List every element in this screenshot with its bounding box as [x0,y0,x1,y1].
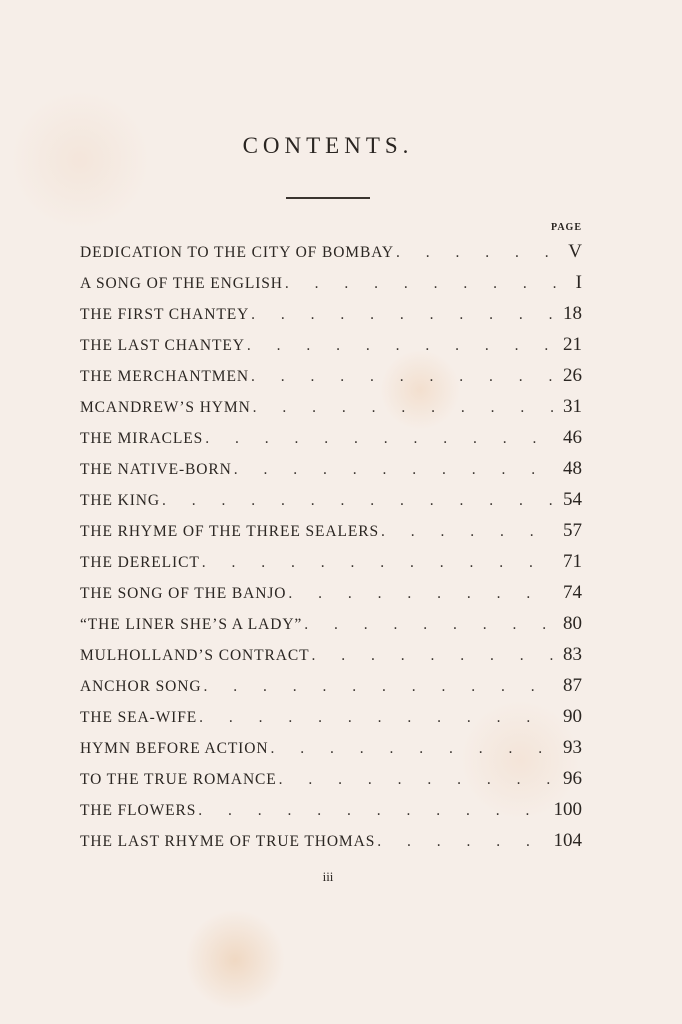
entry-page: 57 [563,520,582,541]
entry-page: 26 [563,365,582,386]
entry-title: DEDICATION TO THE CITY OF BOMBAY [80,244,394,261]
page-title: CONTENTS. [242,133,414,158]
contents-entry [80,241,582,272]
entry-page: V [568,241,582,262]
entry-page: 83 [563,644,582,665]
contents-entry [80,830,582,861]
entry-page: 74 [563,582,582,603]
entry-page: 71 [563,551,582,572]
dot-leader [251,368,556,386]
entry-title: THE SEA-WIFE [80,709,198,726]
contents-entry [80,396,582,427]
dot-leader [377,833,549,851]
contents-entry [80,768,582,799]
dot-leader [247,337,556,355]
contents-entry [80,799,582,830]
entry-page: 18 [563,303,582,324]
contents-entry [80,520,582,551]
dot-leader [304,616,556,634]
contents-entry [80,675,582,706]
dot-leader [279,771,556,789]
dot-leader [311,647,556,665]
contents-entry [80,489,582,520]
entry-title: THE NATIVE-BORN [80,461,232,478]
entry-page: 90 [563,706,582,727]
entry-title: THE MIRACLES [80,430,204,447]
entry-page: 93 [563,737,582,758]
contents-entry [80,737,582,768]
dot-leader [203,678,556,696]
entry-page: 100 [553,799,582,820]
dot-leader [202,554,556,572]
dot-leader [288,585,556,603]
dot-leader [270,740,556,758]
contents-entry [80,303,582,334]
entry-title: MULHOLLAND’S CONTRACT [80,647,310,664]
contents-entry [80,706,582,737]
entry-title: THE KING [80,492,160,509]
entry-page: 48 [563,458,582,479]
contents-entry [80,644,582,675]
dot-leader [205,430,556,448]
title-rule [286,197,370,199]
entry-page: 80 [563,613,582,634]
contents-entry [80,365,582,396]
contents-entry [80,334,582,365]
contents-entry [80,272,582,303]
dot-leader [381,523,556,541]
entry-title: THE MERCHANTMEN [80,368,249,385]
dot-leader [285,275,556,293]
entry-page: 54 [563,489,582,510]
contents-entry [80,427,582,458]
dot-leader [234,461,556,479]
contents-entry [80,582,582,613]
dot-leader [251,306,556,324]
dot-leader [198,802,549,820]
entry-title: “THE LINER SHE’S A LADY” [80,616,303,633]
entry-title: ANCHOR SONG [80,678,202,695]
page-number: iii [322,869,334,884]
entry-title: THE FLOWERS [80,802,197,819]
entry-title: THE LAST CHANTEY [80,337,245,354]
contents-entry [80,551,582,582]
entry-title: TO THE TRUE ROMANCE [80,771,277,788]
entry-page: 96 [563,768,582,789]
entry-page: 46 [563,427,582,448]
entry-page: 104 [553,830,582,851]
entry-title: THE DERELICT [80,554,200,571]
entry-page: 21 [563,334,582,355]
entry-page: I [575,272,582,293]
entry-page: 31 [563,396,582,417]
entry-title: THE RHYME OF THE THREE SEALERS [80,523,379,540]
entry-title: THE SONG OF THE BANJO [80,585,287,602]
entry-title: THE LAST RHYME OF TRUE THOMAS [80,833,376,850]
entry-title: THE FIRST CHANTEY [80,306,250,323]
entry-title: A SONG OF THE ENGLISH [80,275,283,292]
dot-leader [253,399,556,417]
dot-leader [162,492,556,510]
contents-entry [80,458,582,489]
entry-page: 87 [563,675,582,696]
entry-title: HYMN BEFORE ACTION [80,740,269,757]
contents-entry [80,613,582,644]
dot-leader [396,244,556,262]
dot-leader [199,709,556,727]
entry-title: MCANDREW’S HYMN [80,399,251,416]
contents-list [80,241,582,861]
page-column-header: PAGE [550,222,582,233]
